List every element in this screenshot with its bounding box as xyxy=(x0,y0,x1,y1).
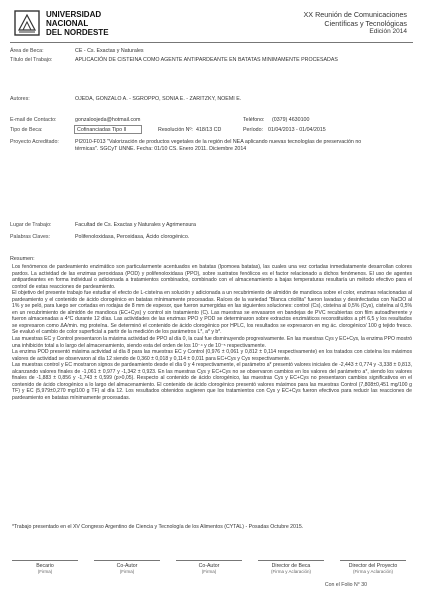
signature-sub: (Firma) xyxy=(201,569,217,575)
signature-block xyxy=(258,560,324,576)
signature-block xyxy=(340,560,406,576)
signature-sub: (Firma y Aclaración) xyxy=(270,569,311,575)
lugar-label: Lugar de Trabajo: xyxy=(10,222,52,228)
email-label: E-mail de Contacto: xyxy=(10,117,57,123)
event-line: Científicas y Tecnológicas xyxy=(324,18,407,28)
area-label: Área de Beca: xyxy=(10,48,44,54)
event-title xyxy=(304,11,407,37)
signature-line xyxy=(258,560,324,561)
autores-value: OJEDA, GONZALO A. - SGROPPO, SONIA E. - ZARITZKY, NOEMI E. xyxy=(75,96,242,102)
claves-label: Palabras Claves: xyxy=(10,234,51,240)
proyecto-value: PI2010-F013 "Valorización de productos vegetales de la región del NEA aplicando nuevas tecnologías de preservación no térmicas". SGCyT UNNE. Fecha: 01/10 CS. Enero 2011. Diciembre 2014 xyxy=(75,139,362,152)
resumen-paragraph: La enzima POD presentó máxima actividad al día 8 para las muestras EC y Control (0,976 ± 0,061 y 0,812 ± 0,114 respectivamente) en los tratados con cisteína los máximos valores de actividad se observaron al día 12 siendo de 0,360 ± 0,018 y 0,114 ± 0,011 para EC+Cys y Cys respectivamente. xyxy=(12,349,412,362)
titulo-label: Título del Trabajo: xyxy=(10,57,53,63)
signature-block xyxy=(176,560,242,576)
resolucion-label: Resolución Nº: xyxy=(158,127,193,133)
signature-sub: (Firma) xyxy=(119,569,135,575)
tipo-beca-value: Cofinanciadas Tipo II xyxy=(74,125,142,134)
resumen-paragraph: Las muestras EC y Control presentaron la máxima actividad de PPO al día 0, la cual fue disminuyendo progresivamente. En las muestras Cys y EC+Cys, la enzima PPO mostró una inhibición total a lo largo del almacenamiento, siendo esta del orden de los 10⁻⁴ y de 10⁻⁵ respectivamente. xyxy=(12,336,412,349)
titulo-value: APLICACIÓN DE CISTEINA COMO AGENTE ANTIPARDEANTE EN BATATAS MINIMAMENTE PROCESADAS xyxy=(75,57,338,63)
header-divider xyxy=(10,42,413,43)
university-line: UNIVERSIDAD xyxy=(46,10,102,19)
telefono-label: Teléfono: xyxy=(243,117,265,123)
claves-value: Polifenoloxidasa, Peroxidasa, Ácido clorogénico. xyxy=(75,234,190,240)
tipo-beca-label: Tipo de Beca: xyxy=(10,127,43,133)
university-line: DEL NORDESTE xyxy=(46,28,109,37)
university-name xyxy=(46,10,109,37)
signature-block xyxy=(12,560,78,576)
signature-block xyxy=(94,560,160,576)
signature-title: Co-Autor xyxy=(116,563,138,569)
email-value: gonzaloojeda@hotmail.com xyxy=(75,117,141,123)
university-logo-icon xyxy=(14,10,40,36)
signature-title: Co-Autor xyxy=(198,563,220,569)
periodo-value: 01/04/2013 - 01/04/2015 xyxy=(268,127,326,133)
signature-line xyxy=(94,560,160,561)
autores-label: Autores: xyxy=(10,96,30,102)
lugar-value: Facultad de Cs. Exactas y Naturales y Agrimensura xyxy=(75,222,196,228)
telefono-value: (0379) 4630100 xyxy=(272,117,310,123)
proyecto-label: Proyecto Acreditado: xyxy=(10,139,59,145)
university-line: NACIONAL xyxy=(46,19,89,28)
footnote: *Trabajo presentado en el XV Congreso Argentino de Ciencia y Tecnología de los Alimentos (CYTAL) - Posadas Octubre 2015. xyxy=(12,524,304,530)
signature-title: Becario xyxy=(36,563,54,569)
signature-sub: (Firma) xyxy=(37,569,53,575)
signature-title: Director del Proyecto xyxy=(348,563,398,569)
resolucion-value: 418/13 CD xyxy=(196,127,222,133)
resumen-title: Resumen: xyxy=(10,256,35,262)
event-line: Edición 2014 xyxy=(369,28,407,36)
resumen-paragraph: Las muestras control y EC mostraron signos de pardeamiento desde el día 0 y 4 respectivamente, el parámetro a* presentó valores iniciales de -2,443 ± 0,774 y -3,338 ± 0,813, alcanzando valores finales de -1,061 ± 0,977 y -1,342 ± 0,923. En las muestras Cys y EC+Cys no se observaron cambios en los valores del parámetro a*, siendo los valores finales de -1,883 ± 0,856 y -1,743 ± 0,599 (p>0,05). Respecto al contenido de ácido clorogénico, las muestras Cys y EC+Cys no presentaron cambios significativos en el contenido de ácido clorogénico a lo largo del almacenamiento. El contenido de ácido clorogénico presentó valores máximos para las muestras Control (7,808±0,451 mg/100 g TF) y EC (5,979±0,270 mg/100 g TF) al día 12. Los resultados obtenidos sugieren que los tratamientos con Cys y EC+Cys fueron efectivos para reducir las reacciones de pardeamiento en batatas mínimamente procesadas. xyxy=(12,362,412,401)
periodo-label: Período: xyxy=(243,127,264,133)
area-value: CE - Cs. Exactas y Naturales xyxy=(75,48,144,54)
resumen-paragraph: Los fenómenos de pardeamiento enzimático son particularmente acentuados en batatas (Ipomoea batatas), las cuales una vez cortadas inmediatamente desarrollan colores pardos. La actividad de las enzimas peroxidasa (POD) y polifenoloxidasa (PPO), sobre sustratos fenólicos es el factor relacionado a dichos fenómenos. El uso de agentes antipardeantes en forma individual o adicionada a tratamientos combinados, combinado con el almacenamiento a bajas temperaturas resultaría un método efectivo para el control de estas reacciones de pardeamiento. xyxy=(12,264,412,290)
signature-sub: (Firma y Aclaración) xyxy=(352,569,393,575)
resumen-body xyxy=(12,264,412,401)
signature-line xyxy=(176,560,242,561)
page-number: Con el Folio N° 30 xyxy=(324,582,367,588)
signature-line xyxy=(12,560,78,561)
signature-title: Director de Beca xyxy=(271,563,311,569)
resumen-paragraph: El objetivo del presente trabajo fue estudiar el efecto de L-cisteína en solución y adicionada a un recubrimiento de almidón de mandioca sobre el color, enzimas relacionadas al pardeamiento y el contenido de ácido clorogénico en batatas mínimamente procesadas. Raíces de la variedad "Blanca criollita" fueron lavadas y desinfectadas con NaClO al 1% y se peló, para luego ser cortadas en rodajas de 8 mm de espesor, que fueron sumergidas en las siguientes soluciones: control (Cs), cisteína al 0,5% (Cys), cisteína al 0,5% en un recubrimiento de almidón de mandioca (EC+Cys) y control sin tratamiento (C). Las muestras se envasaron en bandejas de PVC recubiertas con film autoadherente y fueron almacenadas a 4°C durante 12 días. Las actividades de las enzimas PPO y POD se determinaron sobre extractos enzimáticos reconstituidos a pH 6,5 y los resultados se expresaron como ΔA/min. mg proteína. Se determinó el contenido de ácido clorogénico por HPLC, los resultados se expresaron en mg ác. clorogénico/ 100 g tejido fresco. Se evaluó el cambio de color superficial a partir de la medición de los parámetros L*, a* y b*. xyxy=(12,290,412,336)
signature-line xyxy=(340,560,406,561)
event-line: XX Reunión de Comunicaciones xyxy=(303,10,407,19)
